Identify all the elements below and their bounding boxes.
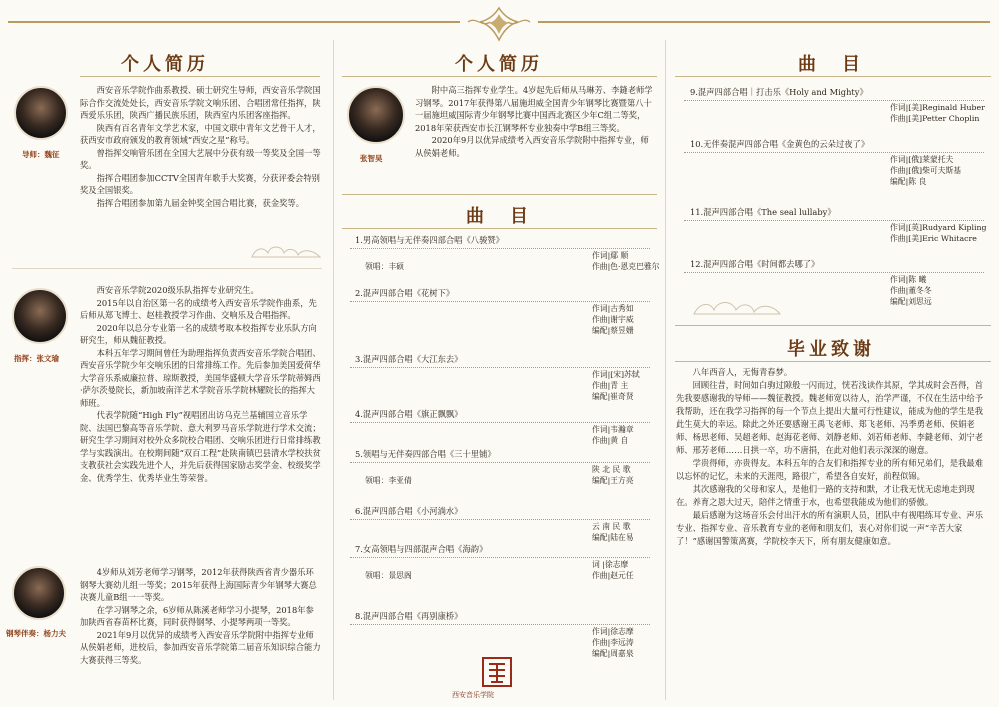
dotted-rule xyxy=(350,624,650,625)
column-divider xyxy=(665,40,666,700)
conductor-bio xyxy=(80,284,322,484)
title-underline xyxy=(342,228,657,229)
program-item-title: 3.混声四部合唱《大江东去》 xyxy=(355,354,463,364)
dotted-rule xyxy=(350,557,650,558)
program-item-credit: 编配|周嘉泉 xyxy=(592,649,634,658)
dotted-rule xyxy=(684,220,984,221)
program-item-credit: 作词|[宋]苏轼 xyxy=(592,370,640,379)
program-item-credit: 编配|崔奇贤 xyxy=(592,392,634,401)
dotted-rule xyxy=(350,462,650,463)
program-item-title: 4.混声四部合唱《旗正飘飘》 xyxy=(355,409,463,419)
bio-paragraph: 2015年以自治区第一名的成绩考入西安音乐学院作曲系，先后师从郑飞博士、赵桂教授学习作曲、交响乐及合唱指挥。 xyxy=(80,297,317,320)
ornament-icon xyxy=(466,4,532,44)
program-item-credit: 作词|陈 曦 xyxy=(890,275,927,284)
photo-caption: 张智昊 xyxy=(360,154,383,163)
student-conductor-bio xyxy=(415,84,655,159)
section-divider xyxy=(675,325,991,326)
program-item-credit: 作曲|[美]Petter Choplin xyxy=(890,114,980,123)
program-item-title: 6.混声四部合唱《小河淌水》 xyxy=(355,506,463,516)
program-item-title: 10.无伴奏混声四部合唱《金黄色的云朵过夜了》 xyxy=(690,139,870,149)
thanks-paragraph: 学贵得师，亦贵得友。本科五年的合友们和指挥专业的所有师兄弟们，是我最难以忘怀的记忆，未来的天涯咫，路很广，希望各自安好，前程似锦。 xyxy=(676,458,983,481)
dotted-rule xyxy=(684,100,984,101)
program-item-title: 11.混声四部合唱《The seal lullaby》 xyxy=(690,207,836,217)
dotted-rule xyxy=(350,248,650,249)
program-item-credit: 作词|古秀如 xyxy=(592,304,634,313)
school-name: 西安音乐学院 xyxy=(452,691,494,699)
program-item-credit: 词 |徐志摩 xyxy=(592,560,629,569)
program-item-credit: 编配|陈 良 xyxy=(890,177,927,186)
conductor-photo xyxy=(12,288,68,344)
program-item-credit: 作曲|董冬冬 xyxy=(890,286,932,295)
section-divider xyxy=(12,268,322,269)
thanks-text xyxy=(676,366,988,548)
top-rule-right xyxy=(538,21,990,23)
title-underline xyxy=(342,76,657,77)
left-section-title: 个人简历 xyxy=(121,54,209,75)
column-divider xyxy=(333,40,334,700)
photo-caption: 钢琴伴奏：杨力夫 xyxy=(6,629,66,638)
student-conductor-photo xyxy=(347,86,405,144)
dotted-rule xyxy=(350,301,650,302)
photo-caption: 导师：魏征 xyxy=(22,150,60,159)
bio-paragraph: 代表学院随“High Fly”视唱团出访乌克兰基辅国立音乐学院、法国巴黎高等音乐学院、意大利罗马音乐学院进行学术交流；研究生学习期间对校外众多院校合唱团、交响乐团进行日常排练教学与实践演出。在校期间随“双百工程”赴陕南镇巴县清水学校扶贫支教获社会实践先进个人，并先后获得国家励志奖学金、校级奖学金、优秀学生、优秀毕业生等荣誉。 xyxy=(80,410,321,483)
program-item-credit: 作词|[英]Rudyard Kipling xyxy=(890,223,987,232)
program-item-title: 2.混声四部合唱《花树下》 xyxy=(355,288,455,298)
program-item-credit: 编配|陆在易 xyxy=(592,533,634,542)
program-item-soloist: 领唱：景思阁 xyxy=(365,571,412,580)
title-underline xyxy=(675,361,991,362)
bio-paragraph: 2021年9月以优异的成绩考入西安音乐学院附中指挥专业师从侯娟老师，进校后，参加西安音乐学院第二届音乐知识综合能力大赛获得三等奖。 xyxy=(80,629,321,665)
program-item-soloist: 领唱：李亚倩 xyxy=(365,476,412,485)
program-item-credit: 编配|蔡昱姗 xyxy=(592,326,634,335)
program-item-title: 1.男高领唱与无伴奏四部合唱《八骏赞》 xyxy=(355,235,504,245)
bio-paragraph: 2020年9月以优异成绩考入西安音乐学院附中指挥专业，师从侯娟老师。 xyxy=(415,135,649,158)
dotted-rule xyxy=(350,367,650,368)
program-item-credit: 作词|韦瀚章 xyxy=(592,425,634,434)
program-item-credit: 编配|王方亮 xyxy=(592,476,634,485)
dotted-rule xyxy=(350,519,650,520)
thanks-paragraph: 其次感谢我的父母和家人，是他们一路的支持和默，才让我无忧无虑地走到现在。养育之恩大过天，陪伴之情重于水，也希望我能成为他们的骄傲。 xyxy=(676,484,975,507)
middle-section-title: 个人简历 xyxy=(455,54,543,75)
thanks-title: 毕业致谢 xyxy=(787,339,875,360)
program-item-credit: 作曲|赵元任 xyxy=(592,571,634,580)
school-logo-icon xyxy=(480,655,514,689)
program-item-credit: 作词|[美]Reginald Huber xyxy=(890,103,985,112)
dotted-rule xyxy=(684,152,984,153)
title-underline xyxy=(80,76,320,77)
section-divider xyxy=(342,194,657,195)
bio-paragraph: 2020年以总分专业第一名的成绩考取本校指挥专业乐队方向研究生，师从魏征教授。 xyxy=(80,322,317,345)
program-item-credit: 陕 北 民 歌 xyxy=(592,465,631,474)
right-program-title: 曲 目 xyxy=(798,54,864,75)
program-item-credit: 作曲|[美]Eric Whitacre xyxy=(890,234,977,243)
program-item-credit: 作曲|谢宇威 xyxy=(592,315,634,324)
program-item-soloist: 领唱：丰硕 xyxy=(365,262,404,271)
bio-paragraph: 西安音乐学院2020级乐队指挥专业研究生。 xyxy=(96,285,259,295)
mentor-photo xyxy=(14,86,68,140)
title-underline xyxy=(675,76,991,77)
program-title: 曲 目 xyxy=(466,206,532,227)
program-item-credit: 作曲|黄 自 xyxy=(592,436,629,445)
bio-paragraph: 在学习钢琴之余，6岁师从陈溪老师学习小提琴，2018年参加陕西省春苗杯比赛，同时获得钢琴、小提琴两项一等奖。 xyxy=(80,604,314,627)
bio-paragraph: 指挥合唱团参加第九届金钟奖全国合唱比赛，获金奖等。 xyxy=(96,197,305,208)
program-item-credit: 作词|鄢 顺 xyxy=(592,251,629,260)
program-item-title: 9.混声四部合唱｜打击乐《Holy and Mighty》 xyxy=(690,87,868,97)
thanks-paragraph: 回顾往昔，时间如白驹过隙般一闪而过，恍若浅读作其原，学其成时会吾得，首先我要感谢我的导师——魏征教授。魏老师宽以待人，治学严谨，不仅在生活中给予我帮助，还在我学习指挥的每一个节点上提出大量可行性建议，能成为他的学生是我此生莫大的幸运。除此之外还要感谢王禹飞老师、郑飞老师、冯季勇老师、侯娟老师、杨思老师、吴超老师、赵海花老师、刘静老师、刘若师老师、李鏠老师、刘宁老师、邢芳老师……日拱一卒，功不唐捐，在此对他们表示深深的谢意。 xyxy=(676,380,983,455)
program-item-credit: 作词|徐志摩 xyxy=(592,627,634,636)
bio-paragraph: 西安音乐学院作曲系教授、硕士研究生导师，西安音乐学院国际合作交流处处长，西安音乐学院文响乐团、合唱团常任指挥，陕西爱乐乐团，陕西广播民族乐团，陕西室内乐团客座指挥。 xyxy=(80,85,321,120)
bio-paragraph: 指挥合唱团参加CCTV全国青年歌手大奖赛，分获评委会特别奖及全国银奖。 xyxy=(80,172,320,195)
bio-paragraph: 4岁师从刘芳老师学习钢琴，2012年获得陕西省青少器乐环钢琴大赛幼儿组一等奖；2015年获得上海国际青少年钢琴大赛总决赛儿童B组一一等奖。 xyxy=(80,567,317,602)
bio-paragraph: 本科五年学习期间曾任为助理指挥负责西安音乐学院合唱团、西安音乐学院少年交响乐团的日常排练工作。先后参加美国爱荷华大学音乐系威廉拉普、琼斯教授，美国华盛顿大学音乐学院蒂姆西·萨尔茨曼院长，新加坡南洋艺术学院音乐学院林耀院长的指挥大师班。 xyxy=(80,347,321,408)
pianist-photo xyxy=(12,566,66,620)
program-item-credit: 作曲|[俄]柴可夫斯基 xyxy=(890,166,962,175)
dotted-rule xyxy=(684,272,984,273)
thanks-paragraph: 八年西音人，无悔青春梦。 xyxy=(692,367,793,377)
bio-paragraph: 曾指挥交响管乐团在全国大艺展中分获有级一等奖及全国一等奖。 xyxy=(80,147,321,170)
top-rule-left xyxy=(8,21,460,23)
thanks-paragraph: 最后感谢为这场音乐会付出汗水的所有演职人员，团队中有视唱练耳专业、声乐专业、指挥专业、音乐教育专业的老师和朋友们，衷心对你们说一声“辛苦大家了！”感谢国警策离赛，学院校李天下，所有朋友健康如意。 xyxy=(676,510,983,546)
program-item-title: 7.女高领唱与四部混声合唱《海韵》 xyxy=(355,544,488,554)
bio-paragraph: 附中高三指挥专业学生。4岁起先后师从马琳芳、李鏠老师学习钢琴。2017年获得第八届施坦威全国青少年钢琴比赛暨第八十一届施坦威国际青少年钢琴比赛中国西北赛区少年C组二等奖，2018年荣获西安市长江钢琴杯专业独奏中学B组三等奖。 xyxy=(415,85,653,133)
program-item-credit: 作曲|青 主 xyxy=(592,381,629,390)
mentor-bio xyxy=(80,84,322,209)
program-item-title: 5.领唱与无伴奏四部合唱《三十里铺》 xyxy=(355,449,496,459)
program-item-title: 12.混声四部合唱《时间都去哪了》 xyxy=(690,259,820,269)
program-item-credit: 作词|[俄]莱蒙托夫 xyxy=(890,155,954,164)
program-item-title: 8.混声四部合唱《再别康桥》 xyxy=(355,611,463,621)
bio-paragraph: 陕西有百名青年文学艺术家，中国文联中青年文艺骨干人才，获西安市政府颁发的教育领域“西安之星”称号。 xyxy=(80,122,321,145)
program-item-credit: 编配|刘思远 xyxy=(890,297,932,306)
dotted-rule xyxy=(350,422,650,423)
program-item-credit: 云 南 民 歌 xyxy=(592,522,631,531)
program-item-credit: 作曲|李远涛 xyxy=(592,638,634,647)
program-item-credit: 作曲|色·恩克巴雅尔 xyxy=(592,262,660,271)
cloud-ornament-icon xyxy=(250,243,322,259)
photo-caption: 指挥：张文瑜 xyxy=(14,354,59,363)
cloud-ornament-icon xyxy=(692,298,782,316)
pianist-bio xyxy=(80,566,322,666)
